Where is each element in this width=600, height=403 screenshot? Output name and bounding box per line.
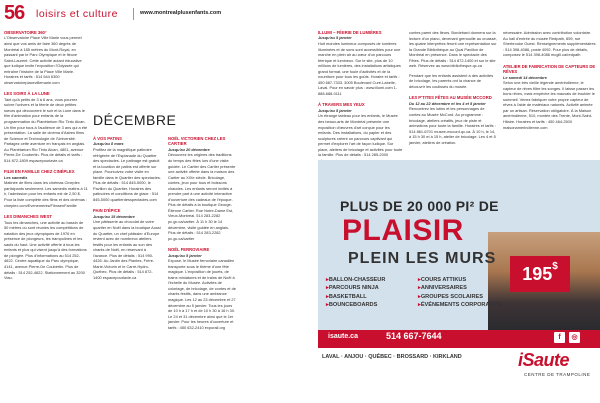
article-text: Découvrez les origines des traditions du temps des fêtes lors d'une visite guidée. Le Cartier des Cartier présente une activité offerte dans la maison des Cartier au XIXe siècle. Bricolage, contes, jeux pour tous et boissons chaudes. Les enfants seront invités à prendre part à une activité interactive d'ouverture des cadeaux de l'époque. Plus de détails à la boutique George-Étienne Cartier. Rue Notre-Dame Est, Vieux-Montréal. 514 283-2282 pc.gc.ca/cartier. À 11 h 30 le 14 décembre, visite guidée en anglais. Plus de détails : 514 283-2282 pc.gc.ca/cartier (168, 152, 236, 241)
article-text: Rencontrez les lutins et les personnages de contes au Musée McCord. Au programme : bricolage, ateliers créatifs, jeux de piste et animations pour toute la famille. Horaires et tarifs : 514 861-6701 musee-mccord.qc.ca. À 10 h, le 14, à 15 h 30 et à 15 h, atelier de bricolage. Les 4 et 5 janvier, ateliers de création. (409, 106, 496, 145)
article-text: Une pâtisserie au chocolat de votre quartier en Noël dans la boutique Aussi du Quartier, un chef pâtissier d'Europe revient avec de nombreux ateliers festifs pour les enfants au son des chants de Noël, en réservant à l'avance. Plus de détails : 514 990-4426. Au Jardin des Plantes, Frère-Marie-Victorin et le Carré-Hydro-Québec. Plus de détails : 514 872-1400 espacepourlavie.ca (93, 219, 161, 280)
article-text: Un étrange tableau pour les enfants, le Musée des beaux-arts de Montréal présente une exposition d'œuvres d'art conçue pour les enfants. Des installations, du papier et des sculptures créent un parcours captivant qui permet d'explorer l'art de façon ludique. Sur place, ateliers de bricolage et activités pour toute la famille. Plus de détails : 514 285-2000 (318, 113, 403, 158)
instagram-icon[interactable]: ◎ (569, 332, 580, 343)
ad-activity: ▸ PARCOURS NINJA (326, 284, 418, 292)
header-divider (133, 8, 134, 20)
ad-activity: ▸ ANNIVERSAIRES (418, 284, 510, 292)
article-heading: PAIN D'ÉPICE (93, 208, 121, 214)
column-2 (93, 136, 161, 280)
ad-activity: ▸ BOUNCEBOARDS (326, 301, 418, 309)
article-heading: ILLUMI – FÉERIE DE LUMIÈRES (318, 30, 382, 35)
article-date: Jusqu'au 20 décembre (168, 146, 210, 152)
article-heading: OBSERVATOIRE 360° (4, 30, 47, 35)
ad-activity-list (326, 276, 516, 310)
ad-price-badge (510, 256, 570, 292)
article-date: Les samedis (4, 174, 28, 180)
article-heading: À VOS PATINS (93, 136, 122, 141)
article-text: Tous les dimanches, une activité au bassin de 50 mètres où sont réunies les compétitions de natation des jeux olympiques de 1976 en présence de plongeurs, les trampolines et les sauts du haut. Une activité offerte à tous les enfants et plus qui visent jusqu'à des formations de plongée. Plus d'informations au 514 252-4622. Centre aquatique du Parc olympique, 4141, avenue Pierre-De Coubertin. Plus de détails : 514 252-4622. Stationnement au 3200 Viau. (4, 219, 87, 281)
facebook-icon[interactable]: f (554, 332, 565, 343)
article-heading: NOËL VICTORIEN CHEZ LES CARTIER (168, 136, 226, 147)
ad-activity: ▸ BALLON-CHASSEUR (326, 276, 418, 284)
article-date: Jusqu'au 15 décembre (93, 213, 135, 219)
article-text: Profitez de la magnifique patinoire réfrigérée de l'Esplanade du Quartier des spectacles. Le patinage est gratuit et la location de patins est offerte sur place. Poursuivez votre visite en famille dans le Quartier des spectacles. Plus de détails : 514 845-5000, le Pavillon du Quartier. Horaires des patinoires et conditions de glace : 514 845-5000 quartierdesspectacles.com (93, 147, 161, 202)
article-date: Jusqu'au 5 janvier (318, 107, 352, 113)
article-heading: LES P'TITES FÊTES AU MUSÉE MCCORD (409, 95, 492, 101)
article-date: Le samedi 14 décembre (503, 74, 547, 80)
ad-locations: LAVAL · ANJOU · QUÉBEC · BROSSARD · KIRKLAND (322, 354, 462, 360)
article-text: nécessaire. Admission avec contribution volontaire. Au hall d'entrée du musée Redpath, 859, rue Sherbrooke Ouest. Renseignements supplémentaires : 514 398-4086, poste 4092. Pour plus de détails, composez le 514 398-4086 mcgill.ca/redpath (503, 30, 596, 58)
article-heading: À TRAVERS MES YEUX (318, 102, 365, 108)
article-text: Pendant que les enfants assistent à des activités de bricolage, les parents ont la chance de découvrir les coulisses du musée. (409, 72, 494, 89)
article-date: Jusqu'au 8 mars (93, 141, 124, 147)
article-text: L'Observatoire Place Ville Marie vous permet ainsi que vos amis de faire 360 degrés de Montréal à 185 mètres du Mont-Royal, en passant par le Parc Olympique et le fleuve Saint-Laurent. Cette activité autant éducative que ludique invite l'exposition l'Odyssée qui entraîne l'histoire de la Place Ville Marie. Horaires et tarifs : 514 544 6300 observatoireplacevillemarie.com (4, 35, 82, 85)
ad-headline: PLAISIR (342, 214, 464, 247)
article-date: Du 12 au 22 décembre et les 4 et 5 janvier (409, 100, 486, 106)
article-date: Jusqu'au 5 janvier (318, 35, 352, 41)
ad-activity: ▸ ÉVÉNEMENTS CORPORATIFS (418, 301, 510, 309)
article-heading: LES DIMANCHES WEST (4, 214, 52, 220)
ad-activity: ▸ GROUPES SCOLAIRES (418, 293, 510, 301)
article-text: contes parmi des fleurs. Bordebard donnera sur la lecture d'un piano, devenant grenouille au croassé, les quatre interprètes feront une représentation sur la Grande Bibliothèque au Quai Pavillon de Montréal en présence. Dans le spectacle des Fêtes. Plus de détails : 514 872-1400 et sur le site web. Réservez au www.bibliotheque.qc.ca (409, 30, 497, 69)
article-heading: FILM EN FAMILLE CHEZ CINÉPLEX (4, 169, 75, 175)
column-6 (503, 30, 596, 130)
article-text: Selon une très vieille légende amérindienne, le capteur de rêves filtre les songes. Il laisse passer les bons rêves, mais empêche les mauvais de troubler le sommeil. Venez fabriquer votre propre capteur de rêves à l'aide de matériaux naturels. Activité animée par un artisan. Réservation obligatoire. À la Maison amérindienne, 510, montée des Trente, Mont-Saint-Hilaire. Horaires et tarifs : 450 464-2500 maisonamerindienne.com (503, 80, 595, 130)
article-text: Matinée de films dans les cinémas Cineplex participants seulement. Les samedis matins à 11 h, l'admission pour les enfants est de 2,50 $. Pour la liste complète des films et des cinémas : cineplex.com/Evenements/FilmsenFamille (4, 180, 88, 208)
ad-phone-number[interactable]: 514 667-7644 (386, 331, 442, 341)
ad-price-value: 195 (522, 264, 553, 284)
column-4 (318, 30, 404, 163)
ad-tagline: PLUS DE 20 000 PI² DE (340, 198, 499, 214)
article-text: Huit mondes lumineux composés de lumières illuminées et de sons sont accessibles pour une marche en plein air au cœur d'un parcours féerique et lumineux. Sur le site, plus de 10 millions de lumières, des installations artistiques grand format, une foule d'activités et de la nourriture pour tous les goûts. Horaire et tarifs : 450 687-7333. 3005 Boulevard Curé-Labelle, Laval. Pour en savoir plus : www.illumi.com 1-888-688-0111 (318, 41, 401, 96)
page-number: 56 (4, 2, 25, 24)
article-date: Jusqu'au 5 janvier (168, 252, 202, 258)
ad-subheadline: PLEIN LES MURS (348, 250, 497, 267)
isaute-logo: iSaute (518, 350, 570, 370)
ad-activity: ▸ COURS ATTIKUS (418, 276, 510, 284)
isaute-logo-subtitle: CENTRE DE TRAMPOLINE (524, 372, 591, 377)
website-link[interactable]: www.montrealplusenfants.com (140, 10, 222, 16)
article-heading: LES SOIRS À LA LUNE (4, 91, 50, 97)
column-1 (4, 30, 88, 281)
page-header (0, 0, 600, 26)
column-5 (409, 30, 497, 145)
month-title: DÉCEMBRE (93, 112, 177, 128)
section-name: loisirs et culture (36, 8, 118, 20)
article-heading: ATELIER DE FABRICATION DE CAPTEURS DE RÊVES (503, 63, 596, 75)
ad-website-link[interactable]: isaute.ca (328, 333, 358, 340)
column-3 (168, 136, 236, 330)
article-text: Exposé, le Musée ferroviaire canadien transporte sous le thème d'une fête magique. L'exposition de jouets, de trains miniatures et de trains de Noël à l'échelle du Musée. Activités de coloriage, de bricolage, de contes et de chants festifs, dans une ambiance magique. Les 12 au 23 décembre et 27 décembre au 5 janvier. Tous les jours de 10 h à 17 h et de 10 h 30 à 16 h 30. Le 24 et 31 décembre ainsi que le 1er janvier. Pour les heures d'ouverture et tarifs : 450 632-2410 exporail.org (168, 258, 236, 330)
isaute-advertisement[interactable] (318, 160, 600, 403)
article-heading: NOËL FERROVIAIRE (168, 247, 210, 253)
ad-price-symbol: $ (552, 261, 558, 272)
ad-activity: ▸ BASKETBALL (326, 293, 418, 301)
article-text: Tant qu'à petits de 3 à 6 ans, vous pourrez suivre l'univers et la féerie de deux petites sœurs qui découvrent le soir et la Lune dans le film d'animation pour enfants de la programmation du Planétarium Rio Tinto Alcan. Un film pour tous à l'audience de 3 ans qui a été présentation. La salle de cinéma d'Astres films de Science et Technologie de l'Université. Partagez cette aventure en français en anglais. Au Planétarium Rio Tinto Alcan, 4801, avenue Pierre-De Coubertin. Plus de détails et tarifs : 514 872-1809 espacepourlavie.ca (4, 96, 88, 163)
